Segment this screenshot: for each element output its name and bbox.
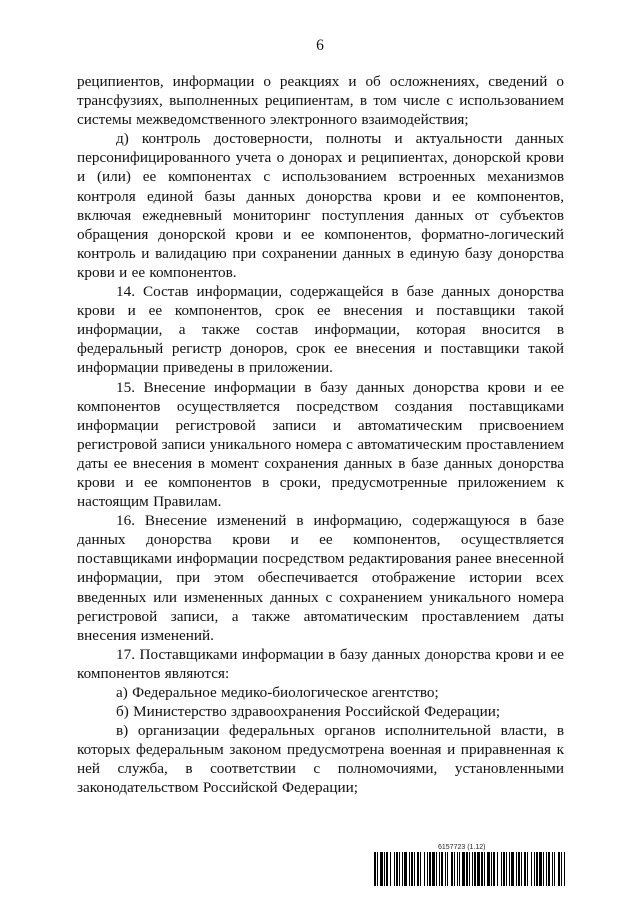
list-item: а) Федеральное медико-биологическое агентство; — [116, 684, 439, 701]
barcode-icon — [374, 852, 566, 886]
page-number: 6 — [316, 37, 324, 54]
list-item: в) организации федеральных органов исполнительной власти, в которых федеральным законом предусмотрена военная и приравненная к ней служба, в соответствии с полномочиями, установленными законодательством Российской Федерации; — [77, 722, 564, 797]
paragraph: 15. Внесение информации в базу данных донорства крови и ее компонентов осуществляется посредством создания поставщиками информации регистровой записи и автоматическим присвоением регистровой записи уникального номера с автоматическим проставлением даты ее внесения в момент сохранения данных в базе данных донорства крови и ее компонентов в сроки, предусмотренные приложением к настоящим Правилам. — [77, 378, 564, 511]
paragraph: 17. Поставщиками информации в базу данных донорства крови и ее компонентов являются: — [77, 645, 564, 682]
document-code: 6157723 (1.12) — [438, 844, 486, 851]
paragraph: д) контроль достоверности, полноты и актуальности данных персонифицированного учета о донорах и реципиентах, донорской крови и (или) ее компонентах с использованием встроенных механизмов контроля единой базы данных донорства крови и ее компонентов, включая ежедневный мониторинг поступления данных от субъектов обращения донорской крови и ее компонентов, форматно-логический контроль и валидацию при сохранении данных в единую базу донорства крови и ее компонентов. — [77, 130, 564, 281]
document-body — [77, 72, 564, 798]
paragraph: 16. Внесение изменений в информацию, содержащуюся в базе данных донорства крови и ее компонентов, осуществляется поставщиками информации посредством редактирования ранее внесенной информации, при этом обеспечивается отображение истории всех введенных или измененных данных с сохранением уникального номера регистровой записи, а также автоматическим проставлением даты внесения изменений. — [77, 512, 564, 644]
paragraph: 14. Состав информации, содержащейся в базе данных донорства крови и ее компонентов, срок ее внесения и поставщики такой информации, а также состав информации, которая вносится в федеральный регистр доноров, срок ее внесения и поставщики такой информации приведены в приложении. — [77, 283, 564, 377]
list-item: б) Министерство здравоохранения Российской Федерации; — [116, 703, 501, 721]
paragraph: реципиентов, информации о реакциях и об осложнениях, сведений о трансфузиях, выполненных реципиентам, в том числе с использованием системы межведомственного электронного взаимодействия; — [77, 73, 564, 129]
